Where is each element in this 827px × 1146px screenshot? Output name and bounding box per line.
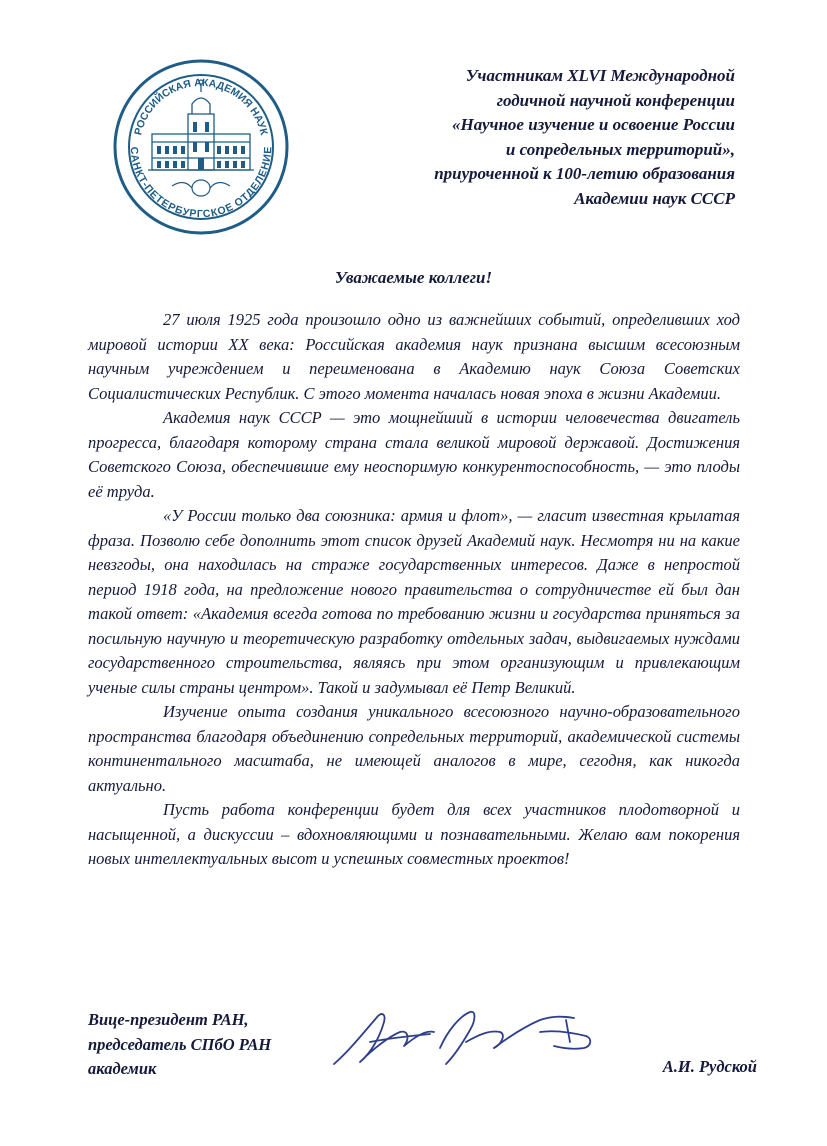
addressee-line: Участникам XLVI Международной (465, 66, 735, 85)
handwritten-signature (330, 1002, 600, 1074)
signer-title-line: академик (88, 1059, 157, 1078)
body-paragraph: Академия наук СССР — это мощнейший в истории человечества двигатель прогресса, благодаря которому страна стала великой мировой державой. Достижения Советского Союза, обеспечившие ему неоспоримую конкурентоспособность, — это плоды её труда. (88, 408, 740, 501)
salutation: Уважаемые коллеги! (334, 268, 493, 287)
body-paragraph: 27 июля 1925 года произошло одно из важнейших событий, определивших ход мировой истории XX века: Российская академия наук признана высшим всесоюзным научным учреждением и переименована в Академию наук Союза Советских Социалистических Республик. С этого момента началась новая эпоха в жизни Академии. (88, 310, 740, 403)
signer-name: А.И. Рудской (662, 1057, 757, 1076)
seal-bottom-text: САНКТ-ПЕТЕРБУРГСКОЕ ОТДЕЛЕНИЕ (127, 146, 275, 221)
addressee-block (315, 64, 735, 211)
addressee-line: приуроченной к 100-летию образования (434, 164, 735, 183)
academy-seal-logo (112, 58, 290, 236)
addressee-line: «Научное изучение и освоение России (452, 115, 735, 134)
addressee-line: Академии наук СССР (574, 188, 735, 208)
body-paragraph: «У России только два союзника: армия и флот», — гласит известная крылатая фраза. Позволю себе дополнить этот список друзей Академий наук. Несмотря ни на какие невзгоды, она находилась на страже государственных интересов. Даже в непростой период 1918 года, на предложение нового правительства о сотрудничестве ей был дан такой ответ: «Академия всегда готова по требованию жизни и государства приняться за посильную научную и теоретическую разработку отдельных задач, выдвигаемых нуждами государственного строительства, являясь при этом организующим и привлекающим ученые силы страны центром». Такой и задумывал её Петр Великий. (88, 506, 740, 697)
signer-title-line: председатель СПбО РАН (88, 1034, 272, 1054)
addressee-line: годичной научной конференции (496, 90, 735, 110)
body-paragraph: Пусть работа конференции будет для всех участников плодотворной и насыщенной, а дискуссии – вдохновляющими и познавательными. Желаю вам покорения новых интеллектуальных высот и успешных совместных проектов! (88, 800, 740, 868)
signer-title-block (88, 1008, 271, 1082)
letter-body (88, 308, 740, 872)
body-paragraph: Изучение опыта создания уникального всесоюзного научно-образовательного пространства благодаря объединению сопредельных территорий, академической системы континентального масштаба, не имеющей аналогов в мире, сегодня, как никогда актуально. (88, 702, 740, 795)
addressee-line: и сопредельных территорий», (505, 139, 735, 159)
signer-title-line: Вице-президент РАН, (88, 1010, 249, 1029)
seal-top-text: РОССИЙСКАЯ АКАДЕМИЯ НАУК (132, 76, 270, 137)
